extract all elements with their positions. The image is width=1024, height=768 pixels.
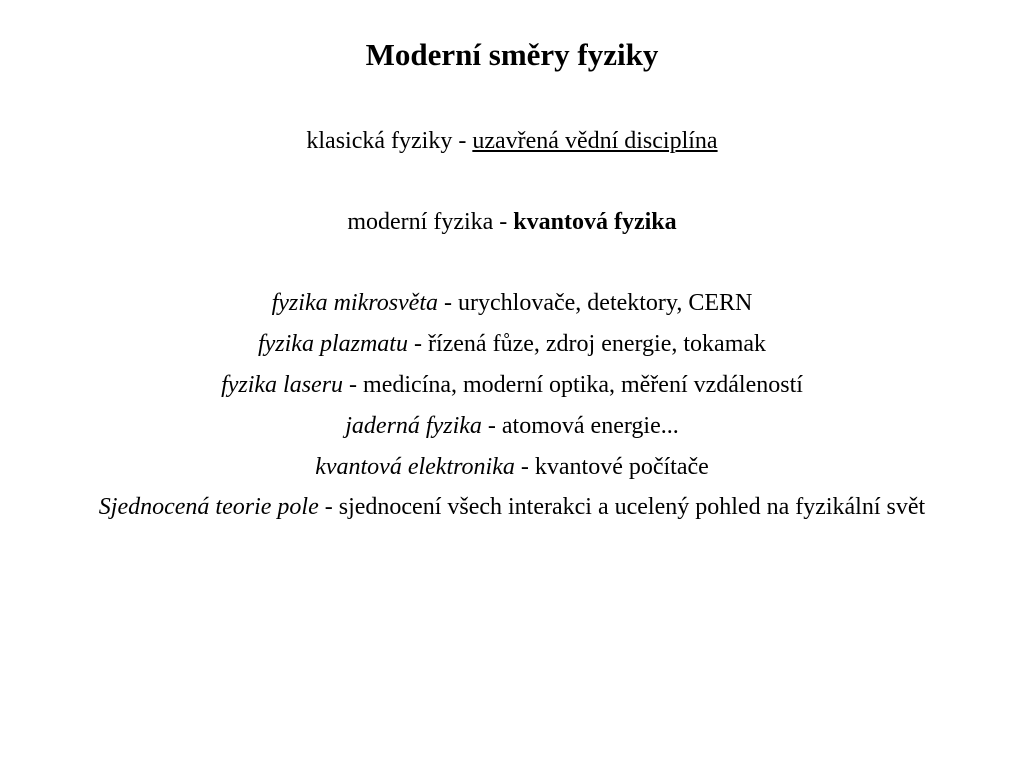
item-separator: - [318, 494, 339, 520]
list-item [96, 491, 928, 524]
classical-label: klasická fyziky [306, 128, 453, 154]
item-separator: - [481, 413, 502, 439]
item-description: atomová energie... [501, 413, 679, 439]
item-separator: - [343, 372, 364, 398]
list-item [0, 286, 1024, 320]
item-term: Sjednocená teorie pole [98, 494, 319, 520]
item-term: fyzika mikrosvěta [271, 290, 439, 316]
modern-physics-line [0, 205, 1024, 239]
modern-description: kvantová fyzika [513, 209, 677, 235]
modern-label: moderní fyzika [347, 209, 494, 235]
item-separator: - [514, 454, 535, 480]
item-description: kvantové počítače [534, 454, 709, 480]
item-separator: - [407, 331, 428, 357]
classical-separator: - [452, 128, 473, 154]
item-description: urychlovače, detektory, CERN [458, 290, 753, 316]
item-separator: - [438, 290, 459, 316]
list-item [0, 409, 1024, 443]
item-term: fyzika plazmatu [257, 331, 408, 357]
list-item [0, 368, 1024, 402]
item-term: fyzika laseru [221, 372, 344, 398]
item-term: jaderná fyzika [345, 413, 482, 439]
item-description: řízená fůze, zdroj energie, tokamak [427, 331, 767, 357]
classical-description: uzavřená vědní disciplína [472, 128, 718, 154]
classical-physics-line [0, 124, 1024, 158]
modern-separator: - [493, 209, 514, 235]
list-item [0, 327, 1024, 361]
list-item [0, 450, 1024, 484]
item-description: medicína, moderní optika, měření vzdáleností [363, 372, 803, 398]
slide-title: Moderní směry fyziky [365, 37, 659, 72]
item-term: kvantová elektronika [315, 454, 515, 480]
item-description: sjednocení všech interakci a ucelený pohled na fyzikální svět [338, 494, 926, 520]
